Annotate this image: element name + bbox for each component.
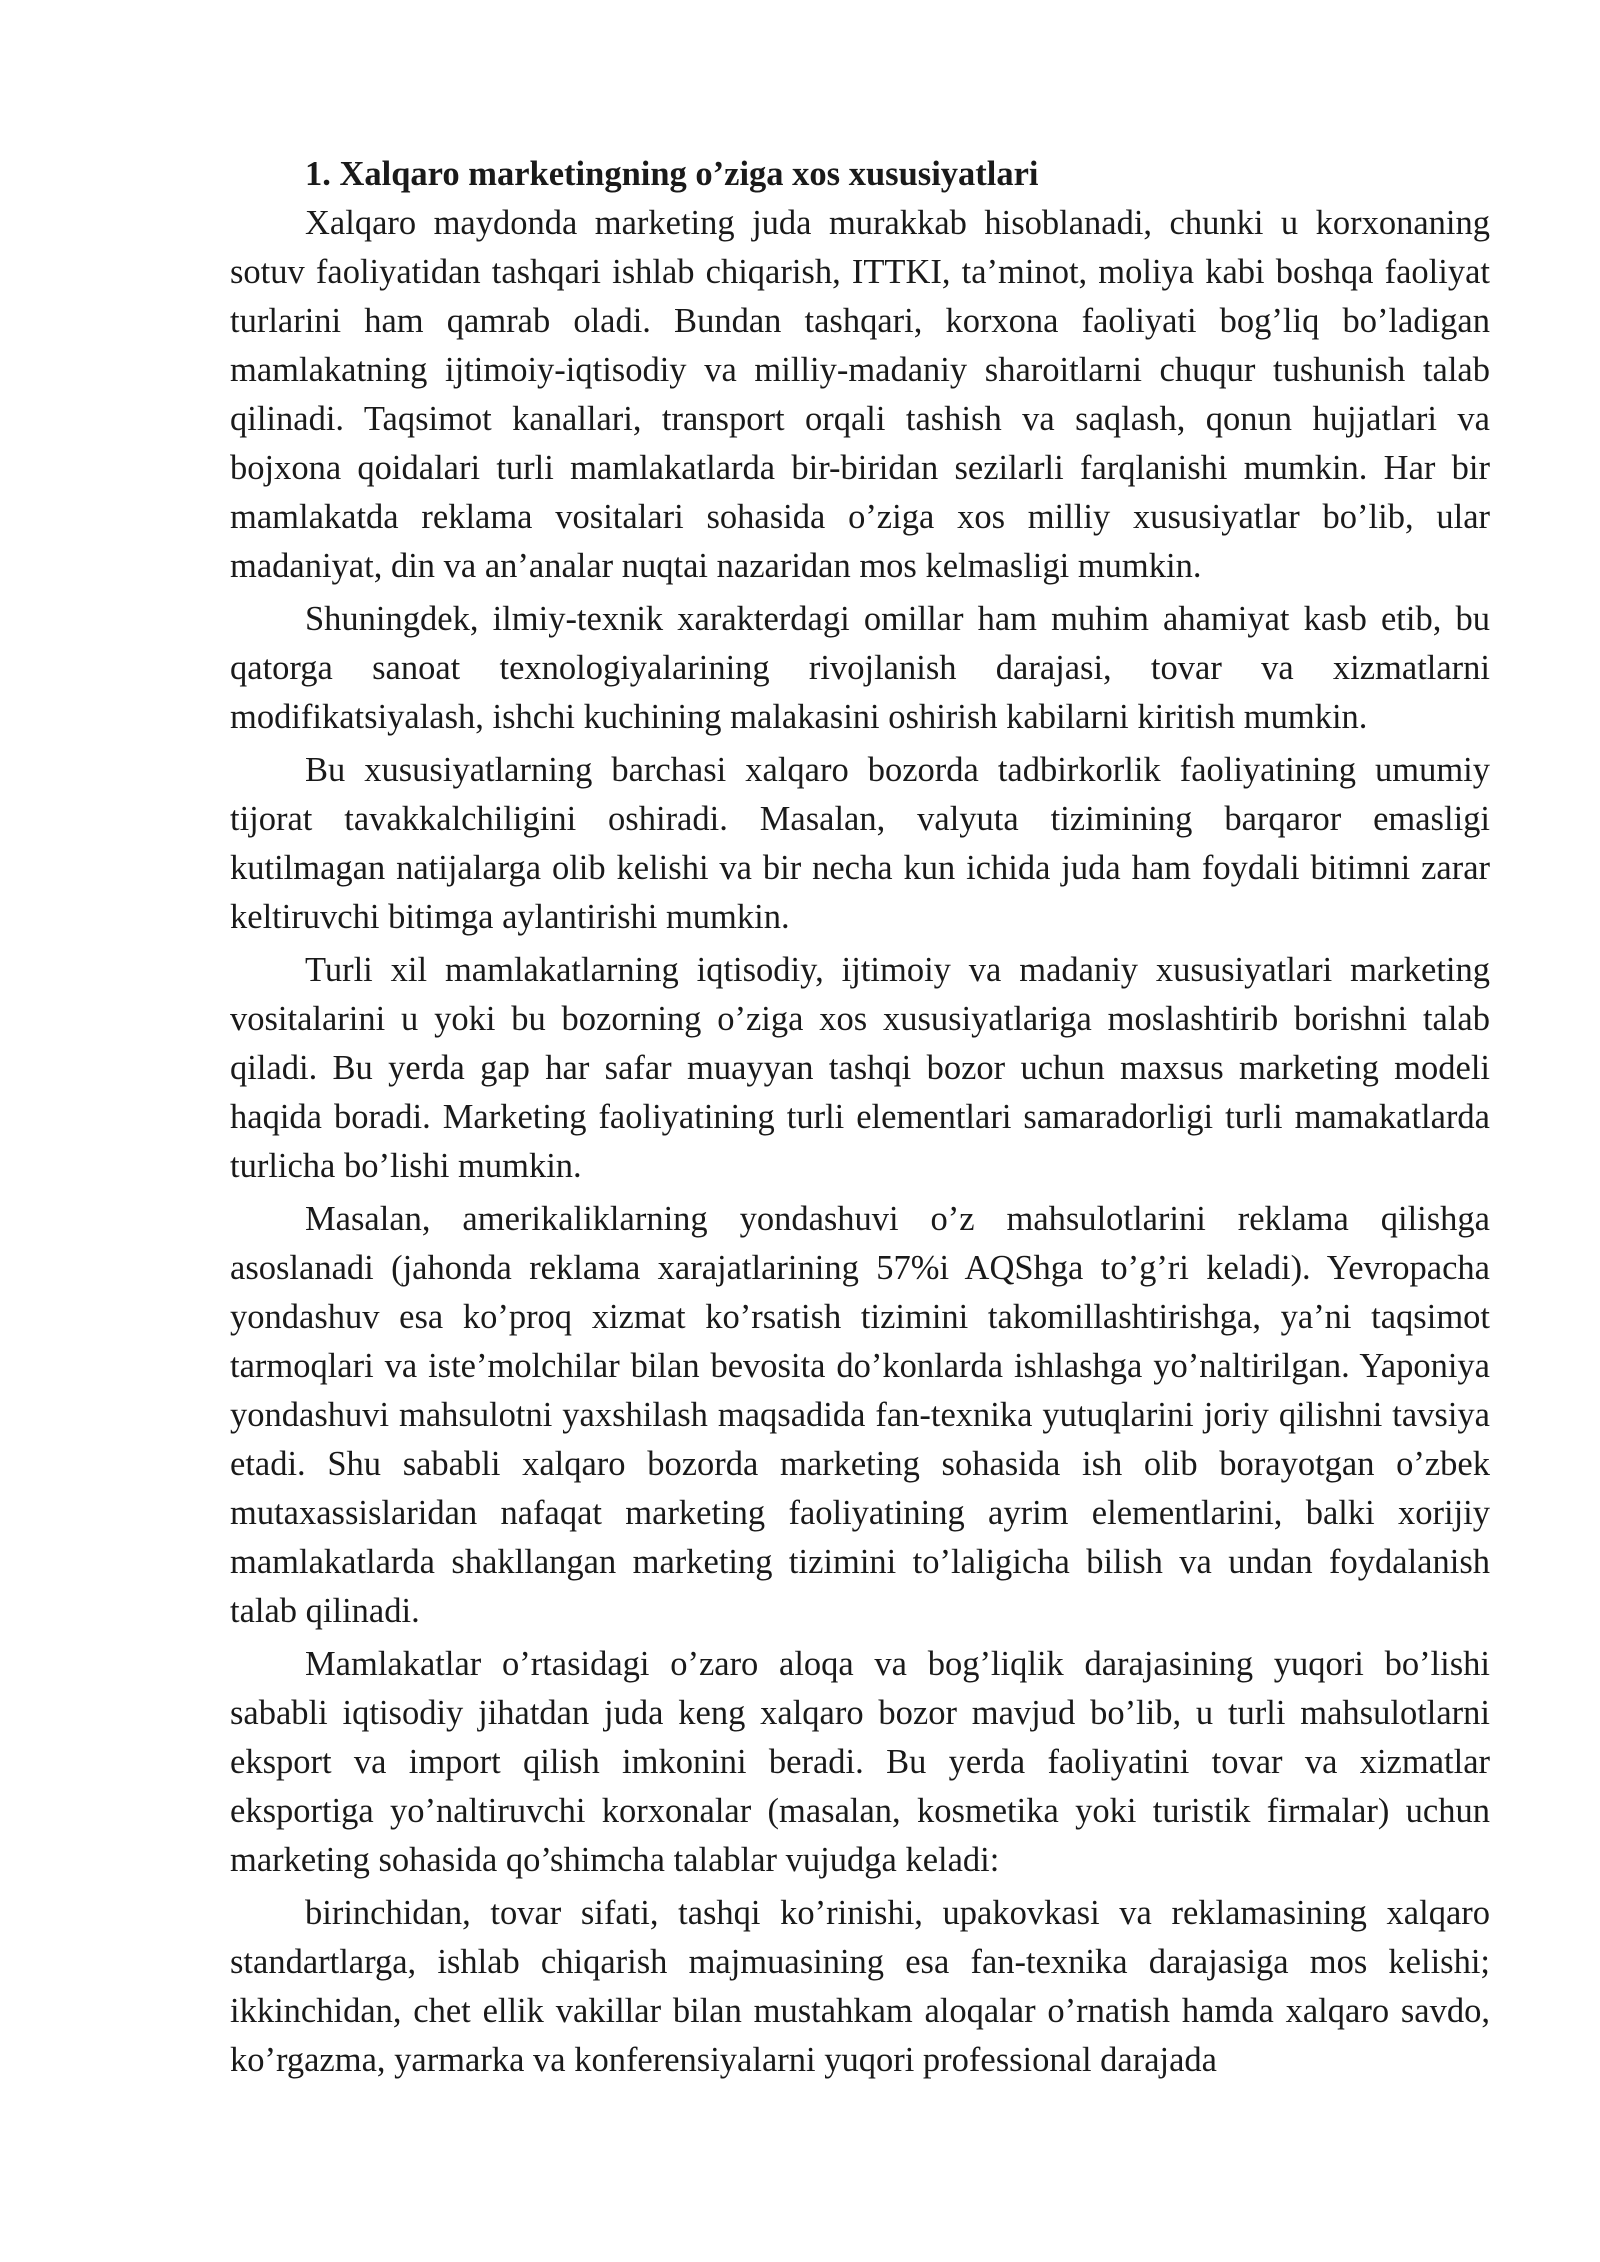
paragraph-4: Turli xil mamlakatlarning iqtisodiy, ijtimoiy va madaniy xususiyatlari marketing vositalarini u yoki bu bozorning o’ziga xos xususiyatlariga moslashtirib borishni talab qiladi. Bu yerda gap har safar muayyan tashqi bozor uchun maxsus marketing modeli haqida boradi. Marketing faoliyatining turli elementlari samaradorligi turli mamakatlarda turlicha bo’lishi mumkin. (230, 951, 1490, 1185)
document-body (230, 150, 1490, 2089)
paragraph-1: Xalqaro maydonda marketing juda murakkab hisoblanadi, chunki u korxonaning sotuv faoliyatidan tashqari ishlab chiqarish, ITTKI, ta’minot, moliya kabi boshqa faoliyat turlarini ham qamrab oladi. Bundan tashqari, korxona faoliyati bog’liq bo’ladigan mamlakatning ijtimoiy-iqtisodiy va milliy-madaniy sharoitlarni chuqur tushunish talab qilinadi. Taqsimot kanallari, transport orqali tashish va saqlash, qonun hujjatlari va bojxona qoidalari turli mamlakatlarda bir-biridan sezilarli farqlanishi mumkin. Har bir mamlakatda reklama vositalari sohasida o’ziga xos milliy xususiyatlar bo’lib, ular madaniyat, din va an’analar nuqtai nazaridan mos kelmasligi mumkin. (230, 204, 1490, 585)
paragraph-6: Mamlakatlar o’rtasidagi o’zaro aloqa va bog’liqlik darajasining yuqori bo’lishi sababli iqtisodiy jihatdan juda keng xalqaro bozor mavjud bo’lib, u turli mahsulotlarni eksport va import qilish imkonini beradi. Bu yerda faoliyatini tovar va xizmatlar eksportiga yo’naltiruvchi korxonalar (masalan, kosmetika yoki turistik firmalar) uchun marketing sohasida qo’shimcha talablar vujudga keladi: (230, 1645, 1490, 1879)
paragraph-2: Shuningdek, ilmiy-texnik xarakterdagi omillar ham muhim ahamiyat kasb etib, bu qatorga sanoat texnologiyalarining rivojlanish darajasi, tovar va xizmatlarni modifikatsiyalash, ishchi kuchining malakasini oshirish kabilarni kiritish mumkin. (230, 600, 1490, 736)
paragraph-5: Masalan, amerikaliklarning yondashuvi o’z mahsulotlarini reklama qilishga asoslanadi (jahonda reklama xarajatlarining 57%i AQShga to’g’ri keladi). Yevropacha yondashuv esa ko’proq xizmat ko’rsatish tizimini takomillashtirishga, ya’ni taqsimot tarmoqlari va iste’molchilar bilan bevosita do’konlarda ishlashga yo’naltirilgan. Yaponiya yondashuvi mahsulotni yaxshilash maqsadida fan-texnika yutuqlarini joriy qilishni tavsiya etadi. Shu sababli xalqaro bozorda marketing sohasida ish olib borayotgan o’zbek mutaxassislaridan nafaqat marketing faoliyatining ayrim elementlarini, balki xorijiy mamlakatlarda shakllangan marketing tizimini to’laligicha bilish va undan foydalanish talab qilinadi. (230, 1200, 1490, 1630)
paragraph-7: birinchidan, tovar sifati, tashqi ko’rinishi, upakovkasi va reklamasining xalqaro standartlarga, ishlab chiqarish majmuasining esa fan-texnika darajasiga mos kelishi; ikkinchidan, chet ellik vakillar bilan mustahkam aloqalar o’rnatish hamda xalqaro savdo, ko’rgazma, yarmarka va konferensiyalarni yuqori professional darajada (230, 1894, 1490, 2079)
section-heading: 1. Xalqaro marketingning o’ziga xos xususiyatlari (305, 155, 1039, 193)
paragraph-3: Bu xususiyatlarning barchasi xalqaro bozorda tadbirkorlik faoliyatining umumiy tijorat tavakkalchiligini oshiradi. Masalan, valyuta tizimining barqaror emasligi kutilmagan natijalarga olib kelishi va bir necha kun ichida juda ham foydali bitimni zarar keltiruvchi bitimga aylantirishi mumkin. (230, 751, 1490, 936)
